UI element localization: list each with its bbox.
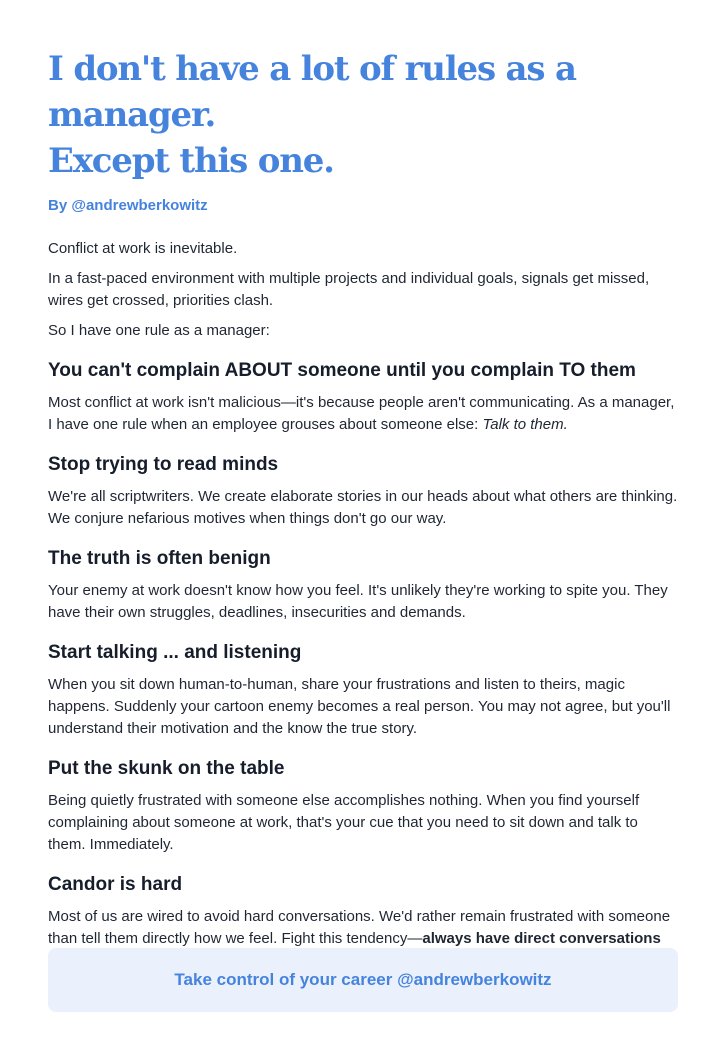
cta-label: Take control of your career @andrewberkowitz (174, 970, 552, 989)
section-heading: Start talking ... and listening (48, 642, 302, 663)
section-talking-listening (48, 640, 678, 740)
section-heading: The truth is often benign (48, 548, 271, 569)
strong-text: always have direct conversations (422, 930, 661, 947)
intro-paragraph-1: Conflict at work is inevitable. (48, 240, 238, 257)
title-line-2: Except this one. (48, 141, 334, 181)
emphasis-text: Talk to them. (482, 416, 568, 433)
section-truth-benign (48, 546, 678, 624)
section-heading: Put the skunk on the table (48, 758, 285, 779)
title-line-1: I don't have a lot of rules as a manager. (48, 49, 576, 135)
section-body: Most of us are wired to avoid hard conversations. We'd rather remain frustrated with someone than tell them directly how we feel. Fight this tendency—always have direct conversations (48, 906, 678, 972)
article (48, 46, 678, 972)
section-heading: Stop trying to read minds (48, 454, 279, 475)
section-heading: Candor is hard (48, 874, 183, 895)
intro-paragraph-2: In a fast-paced environment with multiple projects and individual goals, signals get missed, wires get crossed, priorities clash. (48, 270, 650, 309)
section-body: When you sit down human-to-human, share your frustrations and listen to theirs, magic happens. Suddenly your cartoon enemy becomes a real person. You may not agree, but you'll understand their motivation and the know the true story. (48, 676, 671, 737)
section-body: Being quietly frustrated with someone else accomplishes nothing. When you find yourself complaining about someone at work, that's your cue that you need to sit down and talk to them. Immediately. (48, 792, 640, 853)
section-heading: You can't complain ABOUT someone until you complain TO them (48, 360, 636, 381)
section-skunk-on-table (48, 756, 678, 856)
author-byline: By @andrewberkowitz (48, 197, 208, 214)
section-body: We're all scriptwriters. We create elaborate stories in our heads about what others are thinking. We conjure nefarious motives when things don't go our way. (48, 488, 678, 527)
section-complain-to-them (48, 358, 678, 436)
intro-paragraph-3: So I have one rule as a manager: (48, 322, 270, 339)
cta-banner[interactable] (48, 948, 678, 1012)
article-title (48, 46, 678, 184)
section-body: Most conflict at work isn't malicious—it's because people aren't communicating. As a manager, I have one rule when an employee grouses about someone else: Talk to them. (48, 394, 675, 433)
section-body: Your enemy at work doesn't know how you feel. It's unlikely they're working to spite you. They have their own struggles, deadlines, insecurities and demands. (48, 582, 668, 621)
section-read-minds (48, 452, 678, 530)
